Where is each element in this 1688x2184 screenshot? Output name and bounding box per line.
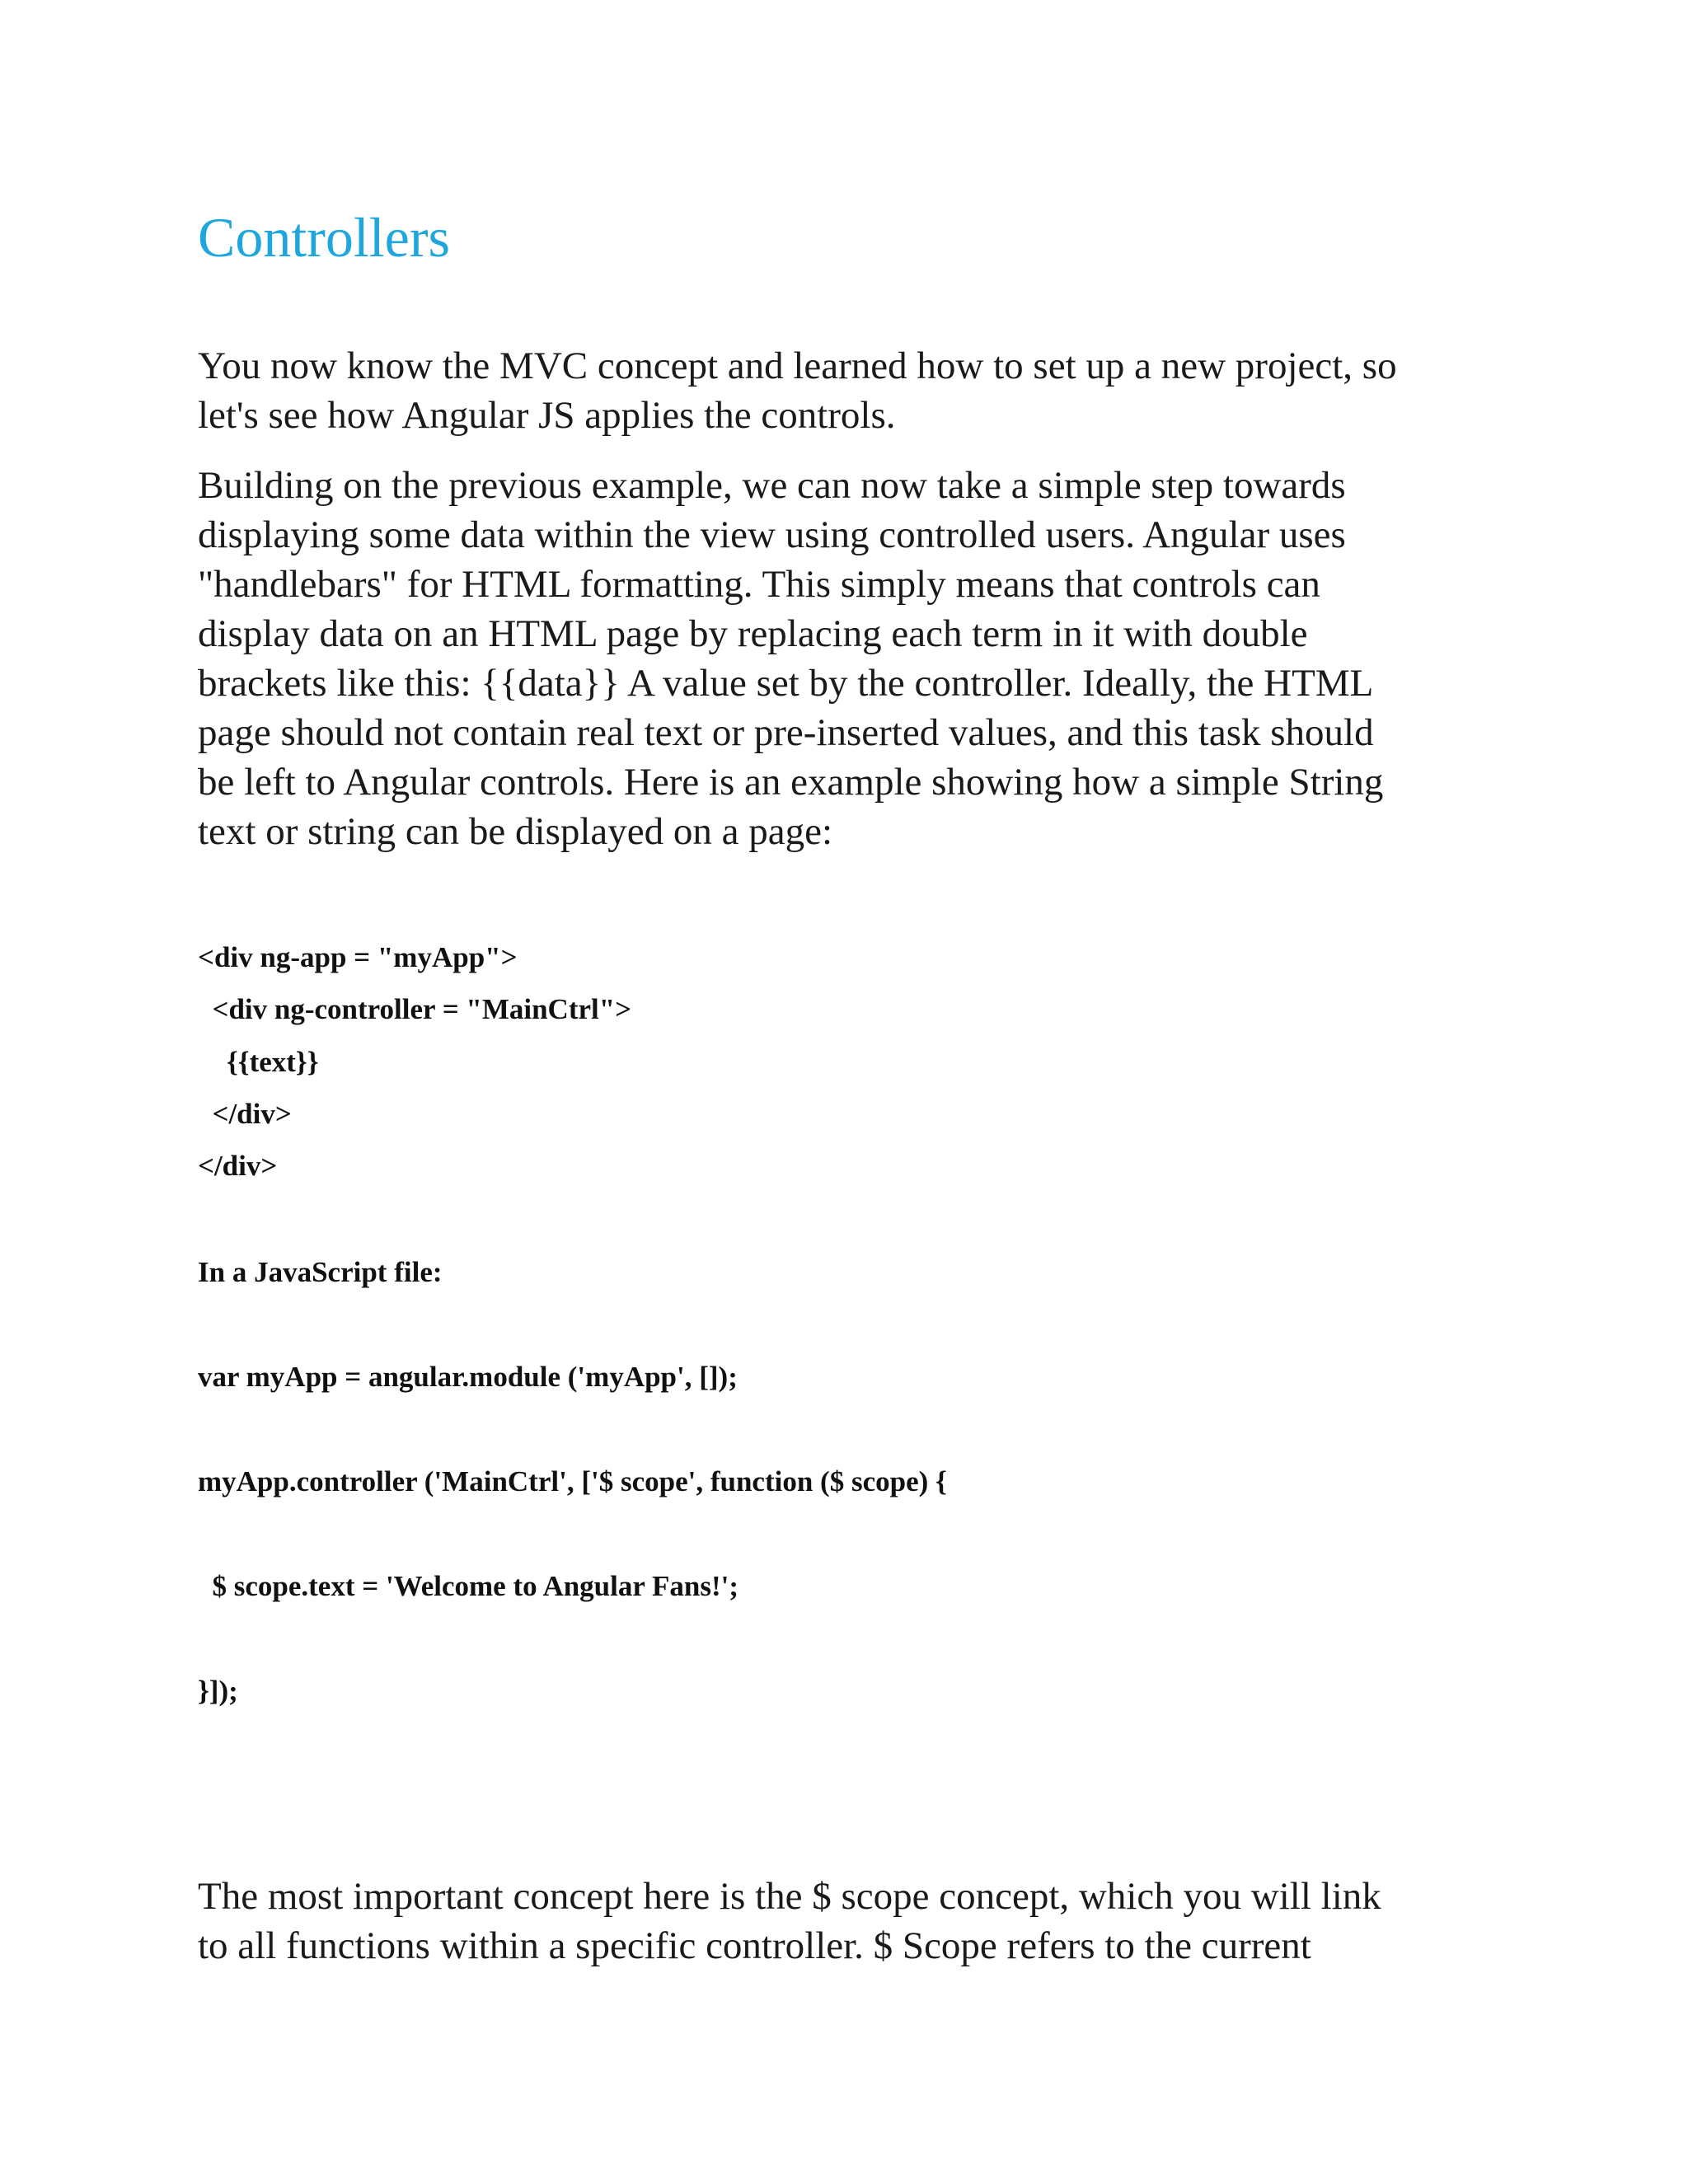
code-line: {{text}} xyxy=(198,1046,319,1078)
code-line: myApp.controller ('MainCtrl', ['$ scope', function ($ scope) { xyxy=(198,1465,947,1497)
code-line: $ scope.text = 'Welcome to Angular Fans!'; xyxy=(198,1570,739,1602)
text-line: let's see how Angular JS applies the controls. xyxy=(198,394,896,437)
text-line: displaying some data within the view using controlled users. Angular uses xyxy=(198,513,1346,556)
text-line: be left to Angular controls. Here is an example showing how a simple String xyxy=(198,761,1384,804)
code-line: </div> xyxy=(198,1150,278,1182)
code-line: <div ng-app = "myApp"> xyxy=(198,941,518,973)
text-line: text or string can be displayed on a page: xyxy=(198,810,833,853)
text-line: display data on an HTML page by replacing each term in it with double xyxy=(198,612,1308,655)
text-line: Building on the previous example, we can now take a simple step towards xyxy=(198,464,1346,507)
text-line: The most important concept here is the $ scope concept, which you will link xyxy=(198,1875,1381,1918)
text-line: You now know the MVC concept and learned how to set up a new project, so xyxy=(198,344,1397,387)
js-file-label: In a JavaScript file: xyxy=(198,1256,443,1288)
explanation-paragraph xyxy=(198,461,1517,856)
text-line: page should not contain real text or pre-inserted values, and this task should xyxy=(198,711,1374,754)
code-line: </div> xyxy=(198,1098,292,1130)
text-line: "handlebars" for HTML formatting. This simply means that controls can xyxy=(198,563,1320,606)
code-line: var myApp = angular.module ('myApp', []); xyxy=(198,1361,738,1393)
code-line: <div ng-controller = "MainCtrl"> xyxy=(198,993,632,1025)
code-line: }]); xyxy=(198,1675,238,1707)
scope-paragraph xyxy=(198,1872,1517,1971)
section-heading: Controllers xyxy=(198,206,450,269)
text-line: to all functions within a specific controller. $ Scope refers to the current xyxy=(198,1924,1311,1967)
text-line: brackets like this: {{data}} A value set by the controller. Ideally, the HTML xyxy=(198,662,1374,705)
intro-paragraph xyxy=(198,341,1517,440)
